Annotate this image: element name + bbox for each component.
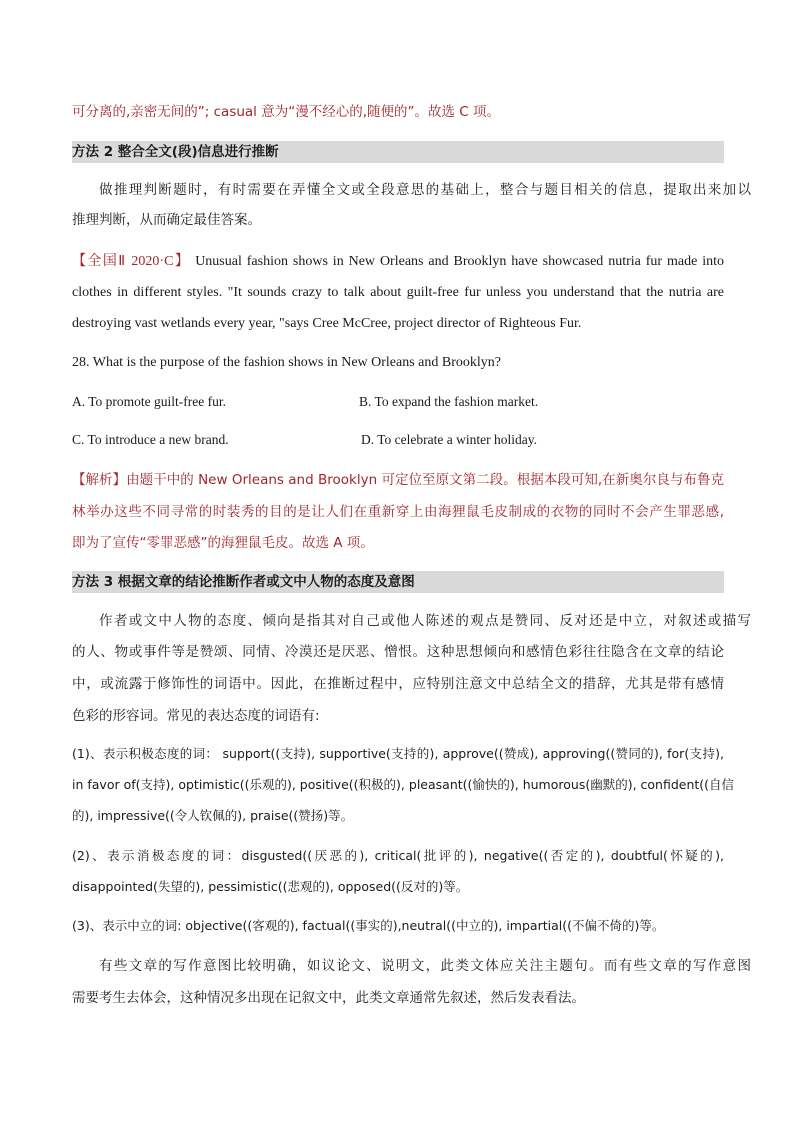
method3-heading (72, 571, 724, 593)
question-28: 28. What is the purpose of the fashion shows in New Orleans and Brooklyn? (72, 355, 501, 370)
example-line1-text: Unusual fashion shows in New Orleans and Brooklyn have showcased nutria fur made into (195, 254, 725, 269)
positive-words-line1: (1)、表示积极态度的词： support((支持), supportive(支持的), approve((赞成), approving((赞同的), for(支持), (72, 746, 724, 761)
final-paragraph-line1: 有些文章的写作意图比较明确，如议论文、说明文，此类文体应关注主题句。而有些文章的写作意图 (99, 958, 751, 974)
method3-paragraph-line3: 中，或流露于修饰性的词语中。因此，在推断过程中，应特别注意文中总结全文的措辞，尤其是带有感情 (72, 676, 724, 692)
method3-paragraph-line4: 色彩的形容词。常见的表达态度的词语有: (72, 708, 320, 724)
negative-words-line2: disappointed(失望的), pessimistic((悲观的), opposed((反对的)等。 (72, 879, 469, 894)
analysis-line2: 林举办这些不同寻常的时装秀的目的是让人们在重新穿上由海狸鼠毛皮制成的衣物的同时不会产生罪恶感, (72, 504, 724, 520)
method2-heading (72, 141, 724, 163)
negative-words-line1: (2)、表示消极态度的词：disgusted((厌恶的), critical(批评的), negative((否定的), doubtful(怀疑的), (72, 848, 724, 863)
option-c: C. To introduce a new brand. (72, 432, 229, 447)
method2-title: 方法 2 整合全文(段)信息进行推断 (72, 144, 279, 160)
method2-paragraph-line2: 推理判断，从而确定最佳答案。 (72, 212, 261, 228)
example-passage-line1 (72, 252, 724, 272)
method2-paragraph-line1: 做推理判断题时，有时需要在弄懂全文或全段意思的基础上，整合与题目相关的信息，提取出来加以 (99, 182, 751, 198)
option-d: D. To celebrate a winter holiday. (361, 432, 537, 447)
positive-words-line2: in favor of(支持), optimistic((乐观的), positive((积极的), pleasant((愉快的), humorous(幽默的), confident((自信 (72, 777, 735, 792)
example-passage-line3: destroying vast wetlands every year, "says Cree McCree, project director of Righteous Fur. (72, 316, 582, 331)
analysis-line3: 即为了宣传“零罪恶感”的海狸鼠毛皮。故选 A 项。 (72, 535, 374, 551)
previous-answer-tail: 可分离的,亲密无间的”; casual 意为“漫不经心的,随便的”。故选 C 项。 (72, 104, 501, 120)
example-source-label: 【全国Ⅱ 2020·C】 (72, 254, 191, 269)
option-a: A. To promote guilt-free fur. (72, 394, 227, 409)
positive-words-line3: 的), impressive((令人钦佩的), praise((赞扬)等。 (72, 808, 354, 823)
analysis-line1: 【解析】由题干中的 New Orleans and Brooklyn 可定位至原文第二段。根据本段可知,在新奥尔良与布鲁克 (72, 472, 724, 488)
method3-paragraph-line1: 作者或文中人物的态度、倾向是指其对自己或他人陈述的观点是赞同、反对还是中立，对叙述或描写 (99, 613, 751, 629)
final-paragraph-line2: 需要考生去体会，这种情况多出现在记叙文中，此类文章通常先叙述，然后发表看法。 (72, 990, 585, 1006)
method3-paragraph-line2: 的人、物或事件等是赞颂、同情、冷漠还是厌恶、憎恨。这种思想倾向和感情色彩往往隐含在文章的结论 (72, 644, 724, 660)
method3-title: 方法 3 根据文章的结论推断作者或文中人物的态度及意图 (72, 574, 415, 590)
neutral-words-line1: (3)、表示中立的词: objective((客观的), factual((事实的),neutral((中立的), impartial((不偏不倚的)等。 (72, 918, 665, 933)
option-b: B. To expand the fashion market. (359, 394, 539, 409)
example-passage-line2: clothes in different styles. "It sounds crazy to talk about guilt-free fur unless you understand that the nutria are (72, 285, 724, 300)
